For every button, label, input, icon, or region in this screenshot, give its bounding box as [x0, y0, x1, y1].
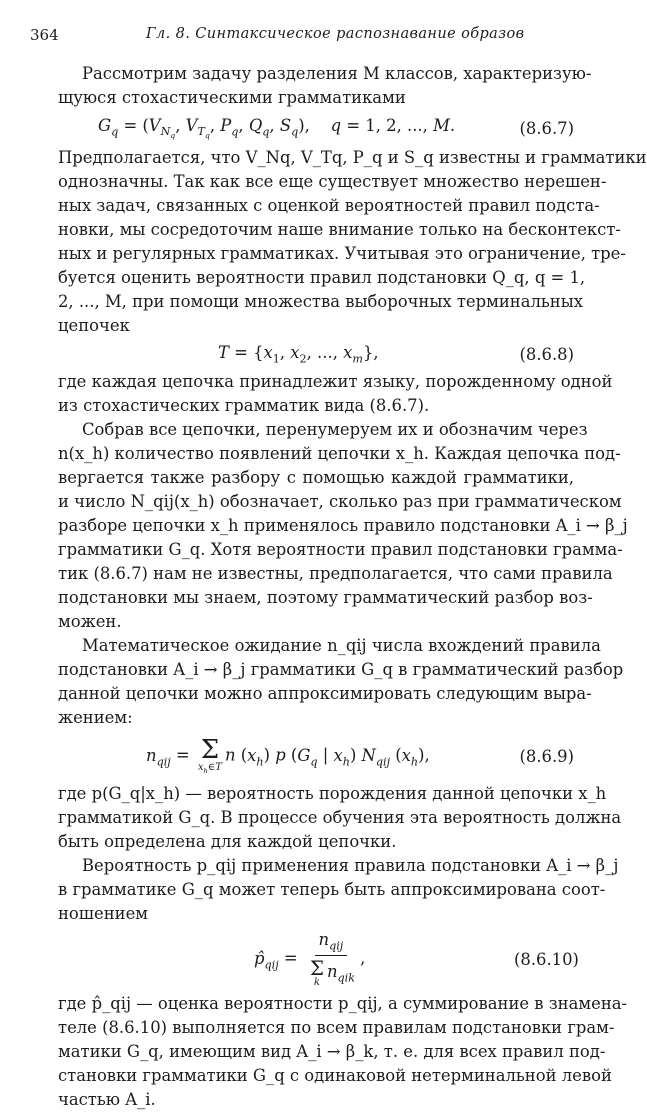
text-line: становки грамматики G_q с одинаковой нетерминальной левой — [58, 1066, 612, 1085]
text-line: Собрав все цепочки, перенумеруем их и обозначим через — [82, 420, 588, 439]
text-line: Рассмотрим задачу разделения M классов, характеризую- — [82, 64, 592, 83]
text-line: буется оценить вероятности правил подстановки Q_q, q = 1, — [58, 268, 586, 287]
text-line: данной цепочки можно аппроксимировать следующим выра- — [58, 684, 592, 703]
formula-expression: $T = \{x_1$, $x_2$, ..., $x_m$}, — [218, 342, 379, 366]
text-line: где p̂_qij — оценка вероятности p_qij, а суммирование в знамена- — [58, 994, 628, 1013]
formula-expression: $G_q = (V_{N_q}$, $V_{T_q}$, $P_q$, $Q_q$, $S_q$), q = 1, 2, ..., M. — [98, 115, 456, 141]
text-line: и число N_qij(x_h) обозначает, сколько раз при грамматическом — [58, 492, 622, 511]
page-header — [0, 0, 600, 60]
text-line: быть определена для каждой цепочки. — [58, 832, 397, 851]
text-line: частью A_i. — [58, 1090, 156, 1109]
formula-expression: $n_{qij}$ = Σ $x_h\in T$ n $(x_h)$ p ($G_q$ | $x_h$) $N_{qij}$ $(x_h)$, — [146, 735, 430, 776]
equation-number: (8.6.8) — [519, 344, 574, 364]
text-line: разборе цепочки x_h применялось правило подстановки A_i → β_j — [58, 516, 628, 535]
text-line: Вероятность p_qij применения правила подстановки A_i → β_j — [82, 856, 619, 875]
page-number: 364 — [30, 26, 59, 44]
formula-8-6-7 — [58, 110, 574, 146]
equation-number: (8.6.10) — [514, 949, 579, 969]
text-line: где p(G_q|x_h) — вероятность порождения данной цепочки x_h — [58, 784, 607, 803]
formula-expression: $p̂_{qij}$ = $n_{qij}$ Σ k $n_{qik}$ , — [254, 930, 366, 988]
text-line: в грамматике G_q может теперь быть аппроксимирована соот- — [58, 880, 606, 899]
text-line: ных и регулярных грамматиках. Учитывая это ограничение, тре- — [58, 244, 626, 263]
sum-symbol: Σ $x_h\in T$ — [197, 735, 222, 776]
text-line: n(x_h) количество появлений цепочки x_h. Каждая цепочка под- — [58, 444, 621, 463]
text-line: ных задач, связанных с оценкой вероятностей правил подста- — [58, 196, 600, 215]
text-line: из стохастических грамматик вида (8.6.7). — [58, 396, 430, 415]
text-line: жением: — [58, 708, 133, 727]
text-line: тик (8.6.7) нам не известны, предполагается, что сами правила — [58, 564, 613, 583]
text-line: вергается также разбору с помощью каждой грамматики, — [58, 468, 574, 487]
text-line: новки, мы сосредоточим наше внимание только на бесконтекст- — [58, 220, 621, 239]
running-head: Гл. 8. Синтаксическое распознавание образов — [146, 26, 525, 42]
text-line: матики G_q, имеющим вид A_i → β_k, т. е. для всех правил под- — [58, 1042, 606, 1061]
text-line: грамматики G_q. Хотя вероятности правил подстановки грамма- — [58, 540, 623, 559]
equation-number: (8.6.7) — [519, 118, 574, 138]
text-line: теле (8.6.10) выполняется по всем правилам подстановки грам- — [58, 1018, 615, 1037]
body-text — [58, 62, 647, 1112]
formula-8-6-9 — [58, 730, 574, 782]
fraction: $n_{qij}$ Σ k $n_{qik}$ — [309, 930, 355, 988]
text-line: цепочек — [58, 316, 130, 335]
text-line: подстановки A_i → β_j грамматики G_q в грамматический разбор — [58, 660, 624, 679]
text-line: подстановки мы знаем, поэтому грамматический разбор воз- — [58, 588, 593, 607]
text-line: Предполагается, что V_Nq, V_Tq, P_q и S_q известны и грамматики — [58, 148, 647, 167]
text-line: 2, ..., M, при помощи множества выборочных терминальных — [58, 292, 584, 311]
text-line: однозначны. Так как все еще существует множество нерешен- — [58, 172, 607, 191]
text-line: где каждая цепочка принадлежит языку, порожденному одной — [58, 372, 613, 391]
text-line: грамматикой G_q. В процессе обучения эта вероятность должна — [58, 808, 622, 827]
text-line: щуюся стохастическими грамматиками — [58, 88, 406, 107]
formula-8-6-10 — [58, 926, 579, 992]
text-line: Математическое ожидание n_qij числа вхождений правила — [82, 636, 601, 655]
formula-8-6-8 — [58, 338, 574, 370]
text-line: ношением — [58, 904, 149, 923]
text-line: можен. — [58, 612, 122, 631]
equation-number: (8.6.9) — [519, 746, 574, 766]
